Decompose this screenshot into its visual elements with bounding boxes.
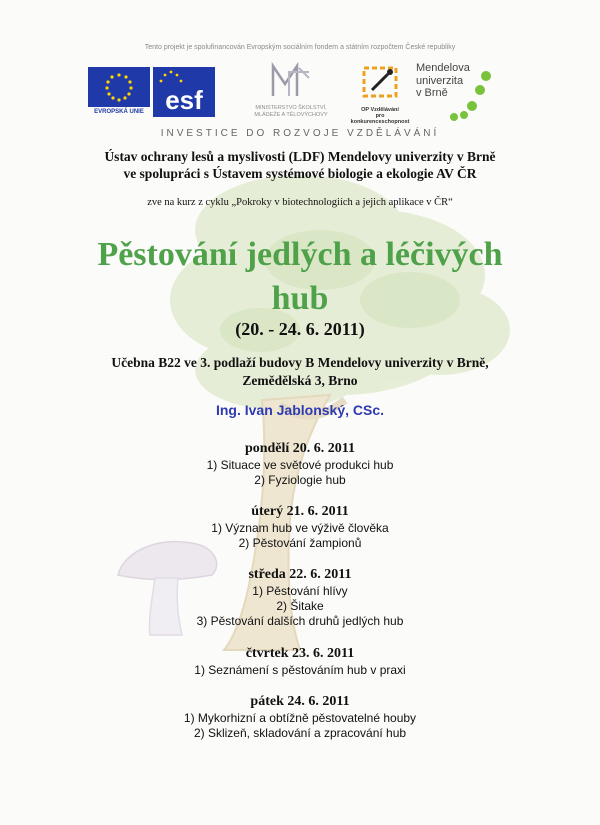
course-dates: (20. - 24. 6. 2011): [235, 319, 365, 339]
schedule-day-wednesday: [0, 566, 600, 629]
msmt-logo: [245, 62, 337, 122]
list-item: 1) Situace ve světové produkci hub: [206, 458, 394, 472]
list-item: 2) Fyziologie hub: [254, 473, 346, 487]
msmt-emblem-icon: [269, 62, 313, 100]
list-item: 2) Pěstování žampionů: [238, 536, 362, 550]
day-title: úterý 21. 6. 2011: [251, 504, 349, 519]
day-title: čtvrtek 23. 6. 2011: [245, 646, 355, 661]
mendel-university-logo: [414, 62, 524, 124]
list-item: 1) Mykorhizní a obtížně pěstovatelné houby: [183, 711, 417, 725]
schedule-day-monday: [0, 440, 600, 488]
esf-logo: [153, 67, 215, 117]
invitation-text: zve na kurz z cyklu „Pokroky v biotechnologiích a jejich aplikace v ČR“: [147, 197, 453, 208]
mendel-logo-text: Mendelova univerzita v Brně: [416, 62, 470, 99]
list-item: 1) Význam hub ve výživě člověka: [211, 521, 389, 535]
institution-block: [0, 148, 600, 182]
op-emblem-icon: [358, 62, 402, 102]
mendel-dots-icon: [414, 62, 524, 124]
lecturer-name: Ing. Ivan Jablonský, CSc.: [215, 402, 385, 418]
list-item: 1) Pěstování hlívy: [252, 584, 348, 598]
list-item: 3) Pěstování dalších druhů jedlých hub: [196, 614, 404, 628]
msmt-caption-1: MINISTERSTVO ŠKOLSTVÍ,: [255, 105, 327, 111]
slogan: INVESTICE DO ROZVOJE VZDĚLÁVÁNÍ: [160, 128, 440, 139]
venue-line-2: Zemědělská 3, Brno: [242, 373, 358, 388]
venue-line-1: Učebna B22 ve 3. podlaží budovy B Mendelovy univerzity v Brně,: [111, 355, 489, 370]
schedule-day-thursday: [0, 645, 600, 678]
list-item: 1) Seznámení s pěstováním hub v praxi: [194, 663, 406, 677]
msmt-caption-2: MLÁDEŽE A TĚLOVÝCHOVY: [254, 112, 328, 118]
list-item: 2) Šitake: [276, 599, 324, 613]
day-title: středa 22. 6. 2011: [248, 567, 352, 582]
schedule-day-tuesday: [0, 503, 600, 551]
eu-flag-icon: [88, 67, 150, 107]
course-title-line-2: hub: [271, 280, 329, 317]
institution-line-2: ve spolupráci s Ústavem systémové biologie a ekologie AV ČR: [123, 166, 477, 181]
eu-caption: EVROPSKÁ UNIE: [94, 109, 144, 115]
day-title: pátek 24. 6. 2011: [250, 694, 350, 709]
op-caption-2: pro konkurenceschopnost: [350, 113, 410, 125]
course-title: [0, 233, 600, 321]
schedule-day-friday: [0, 693, 600, 741]
esf-wordmark: esf: [165, 85, 203, 115]
course-title-line-1: Pěstování jedlých a léčivých: [97, 236, 503, 273]
eu-logo: [88, 67, 150, 117]
op-caption-1: OP Vzdělávání: [361, 107, 399, 113]
day-title: pondělí 20. 6. 2011: [244, 441, 356, 456]
funding-note: Tento projekt je spolufinancován Evropským sociálním fondem a státním rozpočtem České republiky: [144, 44, 456, 51]
partner-logos: [0, 62, 600, 125]
institution-line-1: Ústav ochrany lesů a myslivosti (LDF) Mendelovy univerzity v Brně: [104, 149, 496, 164]
venue-block: [0, 354, 600, 390]
op-logo: [346, 62, 414, 125]
list-item: 2) Sklizeň, skladování a zpracování hub: [193, 726, 407, 740]
